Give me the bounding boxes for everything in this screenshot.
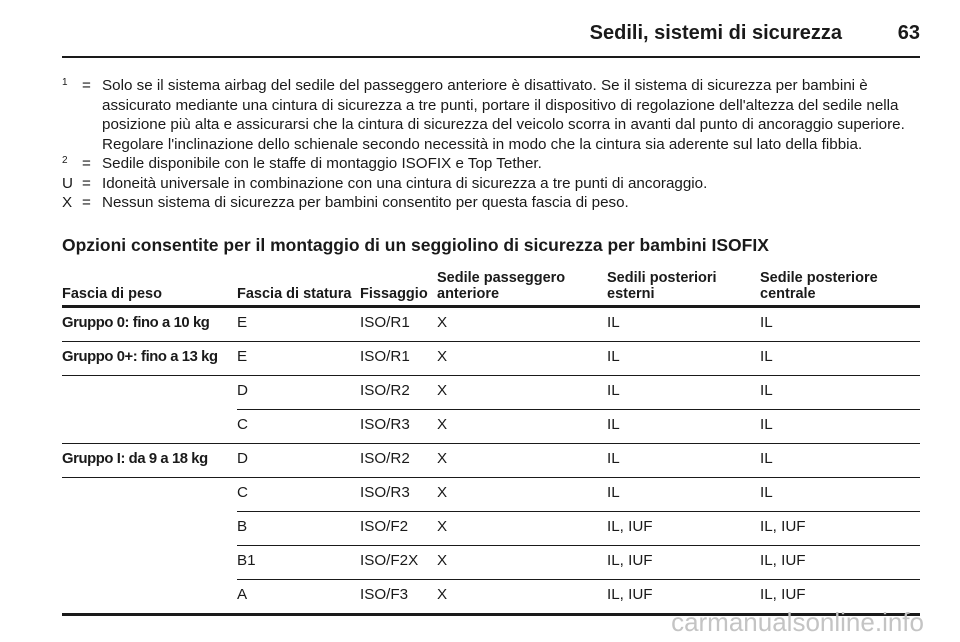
header-size-class: Fascia di statura	[237, 264, 360, 307]
rear-center-cell: IL	[760, 307, 920, 342]
watermark: carmanualsonline.info	[671, 607, 924, 637]
footnote-text: Idoneità universale in combinazione con una cintura di sicurezza a tre punti di ancoraggio.	[102, 174, 708, 192]
header-rear-outer: Sedili posteriori esterni	[607, 264, 760, 307]
rear-center-cell: IL, IUF	[760, 512, 920, 546]
weight-group-cell: Gruppo 0: fino a 10 kg	[62, 307, 237, 342]
section-title: Opzioni consentite per il montaggio di un seggiolino di sicurezza per bambini ISOFIX	[62, 235, 769, 255]
weight-group-cell	[62, 580, 237, 615]
table-row	[62, 512, 920, 546]
rear-outer-cell: IL, IUF	[607, 546, 760, 580]
rear-center-cell: IL	[760, 410, 920, 444]
size-class-cell: B1	[237, 546, 360, 580]
table-row	[62, 410, 920, 444]
fixture-cell: ISO/R1	[360, 307, 437, 342]
rear-center-cell: IL, IUF	[760, 580, 920, 615]
size-class-cell: D	[237, 444, 360, 478]
weight-group-cell	[62, 512, 237, 546]
table-header-row	[62, 264, 920, 307]
footnote-equals: =	[82, 194, 91, 211]
rear-outer-cell: IL	[607, 307, 760, 342]
table-row	[62, 546, 920, 580]
rear-center-cell: IL	[760, 478, 920, 512]
header-rear-center: Sedile posteriore centrale	[760, 264, 920, 307]
front-passenger-cell: X	[437, 478, 607, 512]
fixture-cell: ISO/R3	[360, 478, 437, 512]
size-class-cell: E	[237, 307, 360, 342]
footnote-equals: =	[82, 155, 91, 172]
front-passenger-cell: X	[437, 444, 607, 478]
front-passenger-cell: X	[437, 512, 607, 546]
fixture-cell: ISO/F3	[360, 580, 437, 615]
rear-outer-cell: IL	[607, 478, 760, 512]
footnote-text: Nessun sistema di sicurezza per bambini consentito per questa fascia di peso.	[102, 194, 629, 211]
isofix-table	[62, 264, 920, 616]
rear-outer-cell: IL, IUF	[607, 512, 760, 546]
footnote-mark: U	[62, 174, 73, 192]
size-class-cell: C	[237, 410, 360, 444]
rear-outer-cell: IL	[607, 342, 760, 376]
rear-center-cell: IL	[760, 342, 920, 376]
weight-group-cell: Gruppo I: da 9 a 18 kg	[62, 444, 237, 478]
fixture-cell: ISO/R2	[360, 376, 437, 410]
rear-center-cell: IL	[760, 444, 920, 478]
footnote-u	[62, 174, 920, 194]
weight-group-cell	[62, 410, 237, 444]
rear-outer-cell: IL, IUF	[607, 580, 760, 615]
footnote-equals: =	[82, 77, 91, 94]
rear-outer-cell: IL	[607, 444, 760, 478]
table-row	[62, 478, 920, 512]
fixture-cell: ISO/R2	[360, 444, 437, 478]
fixture-cell: ISO/F2X	[360, 546, 437, 580]
front-passenger-cell: X	[437, 580, 607, 615]
footnote-x	[62, 193, 920, 213]
size-class-cell: E	[237, 342, 360, 376]
front-passenger-cell: X	[437, 376, 607, 410]
footnote-mark: 1	[62, 77, 68, 88]
footnotes	[62, 76, 920, 213]
rear-outer-cell: IL	[607, 410, 760, 444]
footnote-1	[62, 76, 920, 154]
header-weight-class: Fascia di peso	[62, 264, 237, 307]
size-class-cell: A	[237, 580, 360, 615]
rear-center-cell: IL, IUF	[760, 546, 920, 580]
front-passenger-cell: X	[437, 546, 607, 580]
footnote-mark: X	[62, 194, 73, 211]
fixture-cell: ISO/R1	[360, 342, 437, 376]
weight-group-cell: Gruppo 0+: fino a 13 kg	[62, 342, 237, 376]
table-row	[62, 444, 920, 478]
front-passenger-cell: X	[437, 410, 607, 444]
table-row	[62, 342, 920, 376]
size-class-cell: B	[237, 512, 360, 546]
size-class-cell: C	[237, 478, 360, 512]
footnote-text: Sedile disponibile con le staffe di montaggio ISOFIX e Top Tether.	[102, 155, 542, 172]
fixture-cell: ISO/F2	[360, 512, 437, 546]
front-passenger-cell: X	[437, 307, 607, 342]
footnote-equals: =	[82, 174, 91, 192]
weight-group-cell	[62, 546, 237, 580]
page-title: Sedili, sistemi di sicurezza	[589, 22, 842, 44]
rear-outer-cell: IL	[607, 376, 760, 410]
table-row	[62, 376, 920, 410]
page-header	[62, 16, 920, 58]
footnote-mark: 2	[62, 155, 68, 166]
fixture-cell: ISO/R3	[360, 410, 437, 444]
front-passenger-cell: X	[437, 342, 607, 376]
size-class-cell: D	[237, 376, 360, 410]
weight-group-cell	[62, 478, 237, 512]
weight-group-cell	[62, 376, 237, 410]
page-number: 63	[897, 22, 920, 44]
table-row	[62, 307, 920, 342]
header-front-passenger: Sedile passeggero anteriore	[437, 264, 607, 307]
header-fixture: Fissaggio	[360, 264, 437, 307]
footnote-text: Solo se il sistema airbag del sedile del passeggero anteriore è disattivato. Se il sistema di sicurezza per bambini è assicurato mediante una cintura di sicurezza a tre punti, portare il dispositivo di regolazione dell'altezza del sedile nella posizione più alta e assicurarsi che la cintura di sicurezza del veicolo scorra in avanti dal punto di ancoraggio superiore. Regolare l'inclinazione dello schienale secondo necessità in modo che la cintura sia aderente sul lato della fibbia.	[102, 77, 905, 153]
rear-center-cell: IL	[760, 376, 920, 410]
footnote-2	[62, 154, 920, 174]
